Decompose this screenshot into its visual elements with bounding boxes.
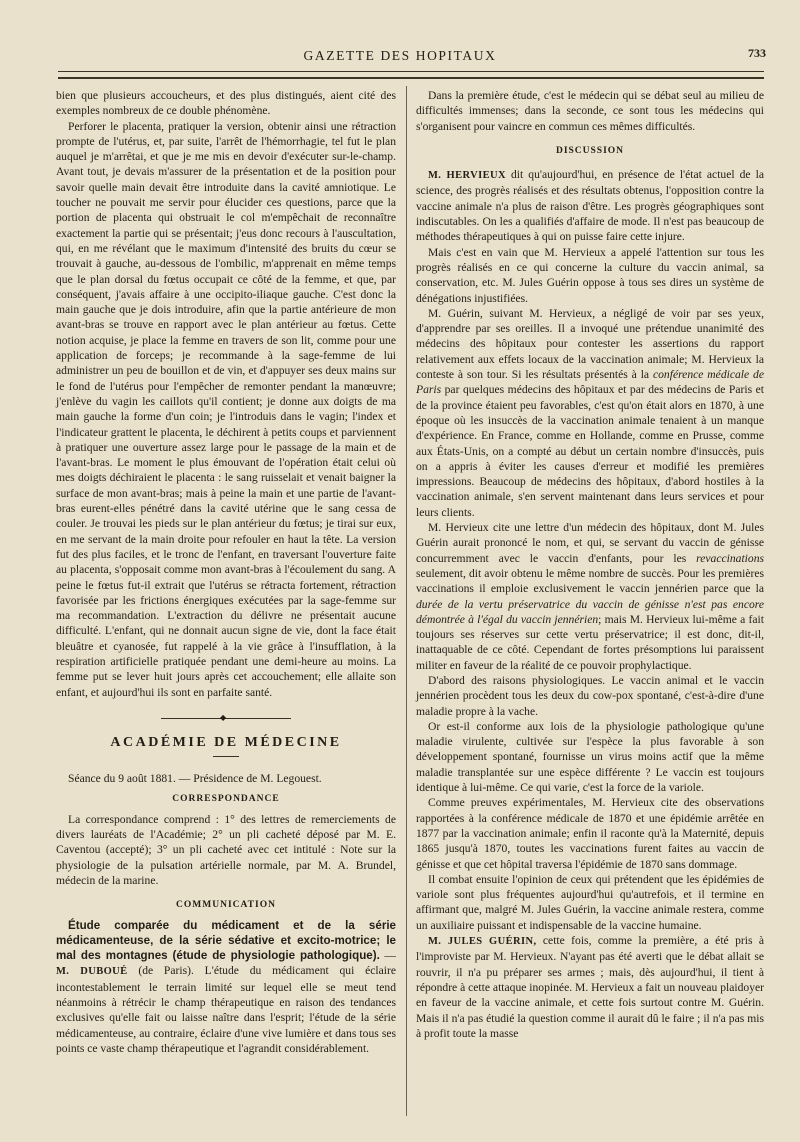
- header-rule-thin: [58, 71, 764, 72]
- paragraph: [416, 306, 764, 520]
- subsection-heading: DISCUSSION: [555, 145, 625, 156]
- author-name: M. JULES GUÉRIN,: [428, 936, 537, 948]
- paragraph: Perforer le placenta, pratiquer la version, obtenir ainsi une rétraction prompte de l'utérus, et, par suite, l'arrêt de l'hémorrhagie, tel fut le plan auquel je m'arrêtai, et que je me mis en devoir d'exécuter sur-le-champ. Avant tout, je devais m'assurer de la présentation et de la position pour savoir quelle main devait être introduite dans la cavité amniotique. Le toucher ne pouvait me servir pour élucider ces questions, parce que la portion de placenta qui obstruait le col m'empêchait de reconnaître exactement la partie qui se présentait; j'eus donc recours à l'auscultation, qui, en me révélant que le maximum d'intensité des bruits du cœur se trouvait à gauche, au-dessous de l'ombilic, m'apprenait en même temps que le plan dorsal du fœtus occupait ce côté de la femme, et que, par conséquent, j'avais affaire à une occipito-iliaque gauche. C'est donc la main gauche que je dois introduire, afin que la partie antérieure de mon avant-bras se trouve en rapport avec le plan antérieur au fœtus. Cette notion acquise, je place la femme en travers de son lit, comme pour une application de forceps; je recommande à la sage-femme de lui administrer un peu de bouillon et de vin, et d'appuyer ses deux mains sur le fond de l'utérus pour l'empêcher de remonter pendant la manœuvre; j'enlève du vagin les caillots qu'il contient; je donne aux doigts de ma main gauche la forme d'un coin; je l'introduis dans le vagin; l'index et l'indicateur grattent le placenta, le déchirent à petits coups et parviennent à pratiquer une ouverture assez large pour le passage de la main et de l'avant-bras. Le moment le plus émouvant de l'opération était celui où mes doigts déchiraient le placenta : le sang ruisselait et venait baigner la surface de mon avant-bras; mais à peine la main et une partie de l'avant-bras eurent-elles pénétré dans la cavité utérine que le sang cessa de couler. Je trouvai les pieds sur le plan antérieur du fœtus; je tirai sur eux, en me servant de la main droite pour refouler en haut la tête. La version fut des plus faciles, et le tronc de l'enfant, en traversant l'ouverture faite au placenta, s'opposait comme mon avant-bras à l'écoulement du sang. A peine le fœtus fut-il extrait que l'utérus se rétracta fortement, rétraction favorisée par les frictions énergiques exécutées par la sage-femme sur ma recommandation. L'extraction du délivre ne présentait aucune difficulté. L'enfant, qui ne donnait aucun signe de vie, dont la face était bleuâtre et cyanosée, fut rappelé à la vie grâce à l'insufflation, à la respiration artificielle pratiquée pendant une demi-heure au moins. La femme put se lever huit jours après cet accouchement; elle allaite son enfant, et aujourd'hui ils sont en parfaite santé.: [56, 119, 396, 699]
- subsection-heading: CORRESPONDANCE: [172, 794, 280, 805]
- subsection-heading: COMMUNICATION: [176, 900, 276, 911]
- author-name: M. HERVIEUX: [428, 170, 506, 182]
- paragraph: D'abord des raisons physiologiques. Le vaccin animal et le vaccin jennérien procèdent tous les deux du cow-pox spontané, c'est-à-dire d'une maladie propre à la vache.: [416, 673, 764, 718]
- section-separator: [161, 712, 291, 722]
- paragraph-text: dit qu'aujourd'hui, en présence de l'état actuel de la science, des progrès réalisés et des résultats obtenus, l'opposition contre la vaccine animale n'a plus de raison d'être. Les progrès géographiques sont indiscutables. On les a qualifiés d'affaire de mode. Il n'est pas beaucoup de méthodes thérapeutiques à qui on puisse faire cette injure.: [416, 168, 764, 244]
- paragraph-text: seulement, dit avoir obtenu le même nombre de succès. Pour les premières vaccinations il emploie exclusivement le vaccin jennérien parce que la: [416, 566, 764, 596]
- page-header-title: GAZETTE DES HOPITAUX: [303, 48, 497, 63]
- paragraph-text: cette fois, comme la première, a été pris à l'improviste par M. Hervieux. N'ayant pas été averti que le débat allait se rouvrir, il n'a pu préparer ses armes ; mais, dès aujourd'hui, il tient à répondre à cette attaque inopinée. M. Hervieux a fait un nouveau plaidoyer en faveur de la vaccine animale, et cette fois surtout contre M. Guérin. Mais il n'a pas étudié la question comme il aurait dû le faire ; il n'a pas mis à profit toute la masse: [416, 934, 765, 1040]
- header-rule-thick: [58, 77, 764, 79]
- paragraph-text: ; mais M. Hervieux lui-même a fait toujours ses réserves sur cette vertu préservatrice; il est donc, dit-il, inattaquable de ce côté. Cependant de fortes présomptions lui paraissent militer en faveur de la réalité de ce pouvoir prophylactique.: [416, 612, 764, 672]
- paragraph: bien que plusieurs accoucheurs, et des plus distingués, aient cité des exemples nombreux de ce double phénomène.: [56, 89, 396, 118]
- paragraph: Mais c'est en vain que M. Hervieux a appelé l'attention sur tous les progrès réalisés en ce qui concerne la culture du vaccin animal, sa conservation, etc. M. Jules Guérin oppose à tous ses dires un système de dénégations injustifiées.: [416, 245, 764, 305]
- paragraph: La correspondance comprend : 1° des lettres de remerciements de divers lauréats de l'Académie; 2° un pli cacheté déposé par M. E. Caventou (accepté); 3° un pli cacheté avec cet intitulé : Note sur la physiologie de la pulsation artérielle normale, par M. A. Brundel, médecin de la marine.: [56, 812, 396, 887]
- paragraph: Comme preuves expérimentales, M. Hervieux cite des observations rapportées à la conférence médicale de 1870 et une épidémie arrêtée en 1877 par la vaccination animale; enfin il raconte qu'à la Maternité, depuis 1865 jusqu'à 1870, toutes les vaccinations furent faites au vaccin de génisse et que cet hôpital traversa l'épidémie de 1870 sans dommage.: [416, 796, 764, 871]
- right-column: [416, 88, 764, 1041]
- paragraph-text: par quelques médecins des hôpitaux et par des médecins de Paris et de la province étaient peu favorables, c'est qu'on était alors en 1870, à une époque où les insuccès de la vaccination animale tenaient à un manque d'expérience. En France, comme en Hollande, comme en Prusse, comme aux États-Unis, on a compté au début un certain nombre d'insuccès, puis on a appris à éviter les causes d'erreur et modifié les premières impressions. Beaucoup de médecins des hôpitaux, d'abord hostiles à la vaccination animale, s'en servent maintenant dans leurs services et pour leurs clients.: [416, 383, 764, 519]
- paragraph-text: M. Hervieux cite une lettre d'un médecin des hôpitaux, dont M. Jules Guérin aurait prononcé le nom, et qui, se servant du vaccin de génisse concurremment avec le vaccin d'enfants, pour les: [416, 521, 764, 565]
- paragraph: [416, 520, 764, 673]
- section-title: ACADÉMIE DE MÉDECINE: [110, 734, 342, 750]
- italic-text: conférence médicale de Paris: [416, 368, 764, 397]
- paragraph: Il combat ensuite l'opinion de ceux qui prétendent que les épidémies de variole sont plus fréquentes aujourd'hui qu'autrefois, et il termine en affirmant que, malgré M. Jules Guérin, la vaccine animale restera, comme un auxiliaire puissant et indispensable de la vaccine humaine.: [416, 872, 764, 932]
- communication-body: (de Paris). L'étude du médicament qui éclaire incontestablement le terrain limité sur lequel elle se meut tend néanmoins à rétrécir le champ thérapeutique en raison des tendances exclusives qu'elle fait ou laisse naître dans l'esprit; l'étude de la série médicamenteuse, au contraire, éclaire d'une vive lumière et dans tous ses points ce vaste champ thérapeutique et l'agrandit considérablement.: [56, 964, 396, 1055]
- italic-text: revaccinations: [696, 551, 764, 565]
- author-name: M. DUBOUÉ: [56, 966, 128, 978]
- short-rule: [213, 756, 239, 757]
- column-divider: [406, 86, 407, 1116]
- paragraph: [416, 933, 764, 1041]
- paragraph: Or est-il conforme aux lois de la physiologie pathologique qu'une maladie virulente, cultivée sur l'espèce la plus favorable à son développement spontané, fournisse un virus moins actif que la même maladie transplantée sur une espèce différente ? Le vaccin est toujours identique à lui-même. Ce qui varie, c'est la force de la variole.: [416, 719, 764, 795]
- session-line: Séance du 9 août 1881. — Présidence de M. Legouest.: [68, 772, 322, 786]
- page-number: 733: [748, 46, 766, 60]
- diamond-ornament-icon: ◆: [220, 712, 227, 722]
- left-column: [56, 88, 396, 1056]
- communication-title: Étude comparée du médicament et de la série médicamenteuse, de la série sédative et excito-motrice; le mal des montagnes (étude de physiologie pathologique).: [56, 918, 396, 963]
- paragraph: Dans la première étude, c'est le médecin qui se débat seul au milieu de difficultés immenses; dans la seconde, ce sont tous les médecins qui s'organisent pour vaincre en commun ces mêmes difficultés.: [416, 89, 764, 133]
- paragraph-text: M. Guérin, suivant M. Hervieux, a négligé de voir par ses yeux, d'apprendre par ses oreilles. Il a invoqué une prétendue unanimité des médecins des hôpitaux pour contester les assertions du rapport relativement aux effets locaux de la vaccination animale; M. Hervieux la conteste à son tour. Si les résultats présentés à la: [416, 306, 764, 382]
- communication-paragraph: Étude comparée du médicament et de la série médicamenteuse, de la série sédative et excito-motrice; le mal des montagnes (étude de physiologie pathologique). — M. DUBOUÉ (de Paris). L'étude du médicament qui éclaire incontestablement le terrain limité sur lequel elle se meut tend néanmoins à rétrécir le champ thérapeutique en raison des tendances exclusives qu'elle fait ou laisse naître dans l'esprit; l'étude de la série médicamenteuse, au contraire, éclaire d'une vive lumière et dans tous ses points ce vaste champ thérapeutique et l'agrandit considérablement.: [56, 918, 396, 1055]
- italic-text: durée de la vertu préservatrice du vaccin de génisse n'est pas encore démontrée à l'égal du vaccin jennérien: [416, 597, 764, 626]
- paragraph: [416, 167, 764, 244]
